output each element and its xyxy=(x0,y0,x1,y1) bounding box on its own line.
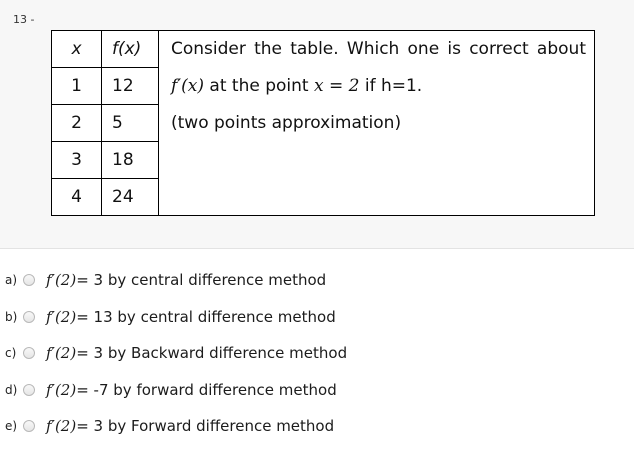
option-label xyxy=(46,381,337,399)
option-text: = 3 by Backward difference method xyxy=(76,344,348,363)
option-letter: b) xyxy=(5,309,18,324)
table-cell-fx: 12 xyxy=(102,68,159,105)
table-cell-x: 2 xyxy=(52,105,102,142)
table-row xyxy=(52,105,595,142)
option-fexpr: f′(2) xyxy=(46,417,77,436)
table-cell-x: 4 xyxy=(52,179,102,216)
table-row xyxy=(52,179,595,216)
fprime-expression: f′(x) xyxy=(171,76,205,96)
option-fexpr: f′(2) xyxy=(46,344,77,363)
table-cell-fx: 24 xyxy=(102,179,159,216)
table-header-x: x xyxy=(52,31,102,68)
table-cell-fx: 5 xyxy=(102,105,159,142)
option-letter: e) xyxy=(5,419,18,434)
option-letter: a) xyxy=(5,273,18,288)
prompt-text: at the point xyxy=(204,76,314,96)
answer-options xyxy=(0,262,634,445)
option-label xyxy=(46,308,336,326)
table-cell-fx: 18 xyxy=(102,142,159,179)
table-blank-cell xyxy=(159,142,595,179)
question-prompt-line1: Consider the table. Which one is correct about xyxy=(159,31,595,68)
question-table xyxy=(51,30,595,216)
option-fexpr: f′(2) xyxy=(46,307,77,326)
option-label xyxy=(46,417,334,435)
option-d[interactable] xyxy=(0,372,634,409)
question-prompt-line2 xyxy=(159,68,595,105)
question-prompt-line3: (two points approximation) xyxy=(159,105,595,142)
option-text: = -7 by forward difference method xyxy=(76,380,337,399)
option-label xyxy=(46,344,347,362)
x-equation: x = 2 xyxy=(313,76,360,96)
table-cell-x: 1 xyxy=(52,68,102,105)
option-text: = 3 by Forward difference method xyxy=(76,417,335,436)
option-label xyxy=(46,271,326,289)
radio-button-b[interactable] xyxy=(23,311,35,323)
option-text: = 3 by central difference method xyxy=(76,271,327,290)
question-number: 13 - xyxy=(13,13,35,26)
table-row xyxy=(52,68,595,105)
table-row xyxy=(52,31,595,68)
option-text: = 13 by central difference method xyxy=(76,307,336,326)
option-b[interactable] xyxy=(0,299,634,336)
table-cell-x: 3 xyxy=(52,142,102,179)
radio-button-a[interactable] xyxy=(23,274,35,286)
option-c[interactable] xyxy=(0,335,634,372)
option-fexpr: f′(2) xyxy=(46,380,77,399)
option-letter: d) xyxy=(5,382,18,397)
option-letter: c) xyxy=(5,346,17,361)
table-header-fx: f(x) xyxy=(102,31,159,68)
radio-button-d[interactable] xyxy=(23,384,35,396)
prompt-text: if h=1. xyxy=(359,76,423,96)
radio-button-c[interactable] xyxy=(23,347,35,359)
table-blank-cell xyxy=(159,179,595,216)
radio-button-e[interactable] xyxy=(23,420,35,432)
table-row xyxy=(52,142,595,179)
option-a[interactable] xyxy=(0,262,634,299)
option-fexpr: f′(2) xyxy=(46,271,77,290)
option-e[interactable] xyxy=(0,408,634,445)
